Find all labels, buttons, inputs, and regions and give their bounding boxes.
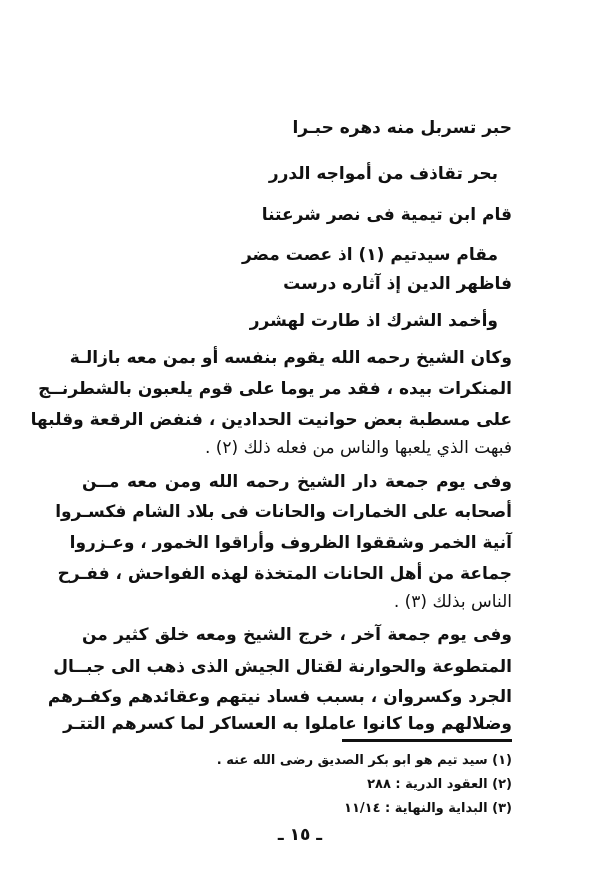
paragraph-line: آنية الخمر وشققوا الظروف وأراقوا الخمور ، وعـزروا — [69, 533, 512, 553]
paragraph-line: جماعة من أهل الحانات المتخذة لهذه الفواحش ، ففـرح — [57, 564, 512, 584]
poem-verse: فاظهر الدين إذ آثاره درست — [283, 274, 512, 294]
paragraph-line: وكان الشيخ رحمه الله يقوم بنفسه أو بمن معه بازالـة — [69, 348, 512, 368]
paragraph-line: وفى يوم جمعة دار الشيخ رحمه الله ومن معه مــن — [82, 472, 512, 492]
paragraph-line: فبهت الذي يلعبها والناس من فعله ذلك (٢) . — [204, 438, 512, 458]
paragraph-line: الناس بذلك (٣) . — [393, 592, 512, 612]
poem-verse: حبر تسربل منه دهره حبـرا — [292, 118, 512, 138]
paragraph-line: على مسطبة بعض حوانيت الحدادين ، فنفض الرقعة وقلبها — [30, 410, 512, 430]
footnote: (٣) البداية والنهاية : ١١/١٤ — [344, 801, 512, 816]
footnote: (٢) العقود الدرية : ٢٨٨ — [367, 777, 512, 792]
paragraph-line: المنكرات بيده ، فقد مر يوما على قوم يلعبون بالشطرنــج — [38, 379, 512, 399]
paragraph-line: وفى يوم جمعة آخر ، خرج الشيخ ومعه خلق كثير من — [82, 625, 512, 645]
page-number: ـ ١٥ ـ — [277, 825, 323, 845]
footnote-divider — [342, 739, 512, 742]
poem-verse: بحر تقاذف من أمواجه الدرر — [268, 164, 498, 184]
paragraph-line: وضلالهم وما كانوا عاملوا به العساكر لما كسرهم التتـر — [63, 714, 512, 734]
poem-verse: مقام سيدتيم (١) اذ عصت مضر — [241, 245, 498, 265]
paragraph-line: المتطوعة والحوارنة لقتال الجيش الذى ذهب الى جبــال — [53, 657, 512, 677]
poem-verse: قام ابن تيمية فى نصر شرعتنا — [261, 205, 512, 225]
footnote: (١) سيد تيم هو ابو بكر الصديق رضى الله عنه . — [216, 753, 512, 768]
paragraph-line: أصحابه على الخمارات والحانات فى بلاد الشام فكسـروا — [55, 502, 512, 522]
poem-verse: وأخمد الشرك اذ طارت لهشرر — [249, 311, 498, 331]
paragraph-line: الجرد وكسروان ، بسبب فساد نيتهم وعقائدهم وكفـرهم — [47, 687, 512, 707]
